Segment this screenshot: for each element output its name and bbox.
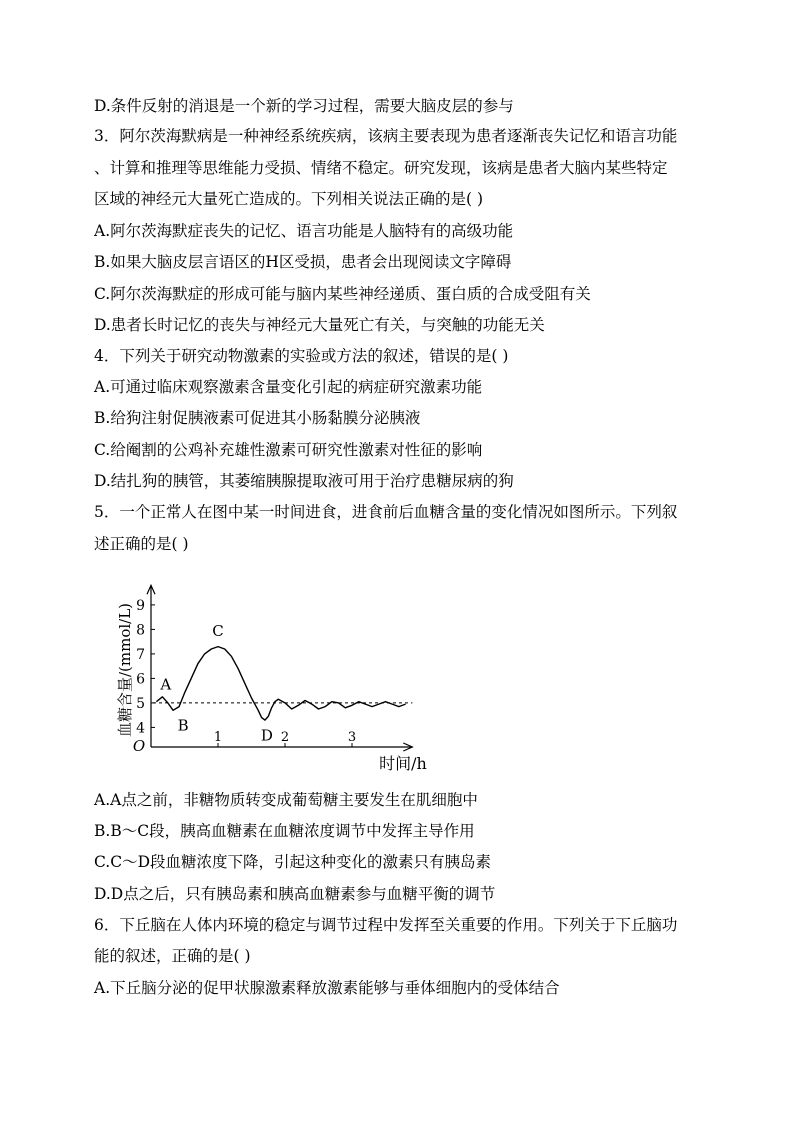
- text-line: 4．下列关于研究动物激素的实验或方法的叙述，错误的是( ): [94, 347, 509, 365]
- y-tick-label: 6: [136, 671, 145, 688]
- text-line: D.D点之后，只有胰岛素和胰高血糖素参与血糖平衡的调节: [94, 885, 496, 903]
- text-line: C.给阉割的公鸡补充雄性激素可研究性激素对性征的影响: [94, 441, 483, 459]
- text-line: D.患者长时记忆的丧失与神经元大量死亡有关，与突触的功能无关: [94, 316, 545, 334]
- y-tick-label: 9: [136, 597, 145, 614]
- text-line: B.B～C段，胰高血糖素在血糖浓度调节中发挥主导作用: [94, 822, 475, 840]
- text-line: 5．一个正常人在图中某一时间进食，进食前后血糖含量的变化情况如图所示。下列叙: [94, 503, 678, 521]
- x-tick-label: 1: [213, 730, 223, 745]
- text-line: D.条件反射的消退是一个新的学习过程，需要大脑皮层的参与: [94, 97, 514, 115]
- text-line: B.如果大脑皮层言语区的H区受损，患者会出现阅读文字障碍: [94, 253, 512, 271]
- blood-glucose-chart: [100, 562, 440, 780]
- origin-label: O: [132, 737, 146, 755]
- text-line: A.下丘脑分泌的促甲状腺激素释放激素能够与垂体细胞内的受体结合: [94, 979, 560, 997]
- glucose-curve: [156, 647, 405, 721]
- y-tick-label: 8: [136, 622, 145, 639]
- text-line: B.给狗注射促胰液素可促进其小肠黏膜分泌胰液: [94, 409, 421, 427]
- y-tick-label: 7: [136, 646, 145, 663]
- point-label-b: B: [177, 716, 189, 735]
- text-line: A.A点之前，非糖物质转变成葡萄糖主要发生在肌细胞中: [94, 791, 478, 809]
- x-tick-label: 3: [347, 730, 357, 745]
- text-line: C.阿尔茨海默症的形成可能与脑内某些神经递质、蛋白质的合成受阻有关: [94, 285, 591, 303]
- text-line: 、计算和推理等思维能力受损、情绪不稳定。研究发现，该病是患者大脑内某些特定: [94, 159, 668, 177]
- text-line: A.阿尔茨海默症丧失的记忆、语言功能是人脑特有的高级功能: [94, 222, 514, 240]
- point-label-d: D: [260, 726, 273, 745]
- text-line: 3．阿尔茨海默病是一种神经系统疾病，该病主要表现为患者逐渐丧失记忆和语言功能: [94, 127, 678, 145]
- text-line: 6．下丘脑在人体内环境的稳定与调节过程中发挥至关重要的作用。下列关于下丘脑功: [94, 916, 678, 934]
- text-line: C.C～D段血糖浓度下降，引起这种变化的激素只有胰岛素: [94, 853, 492, 871]
- x-tick-label: 2: [280, 730, 290, 745]
- point-label-c: C: [212, 622, 224, 641]
- x-axis-label: 时间/h: [379, 754, 427, 773]
- text-line: 区域的神经元大量死亡造成的。下列相关说法正确的是( ): [94, 190, 484, 208]
- y-tick-label: 5: [136, 695, 145, 712]
- text-line: 能的叙述，正确的是( ): [94, 947, 251, 965]
- text-line: D.结扎狗的胰管，其萎缩胰腺提取液可用于治疗患糖尿病的狗: [94, 472, 514, 490]
- y-tick-label: 4: [136, 720, 145, 737]
- point-label-a: A: [160, 675, 172, 694]
- text-line: A.可通过临床观察激素含量变化引起的病症研究激素功能: [94, 378, 483, 396]
- text-line: 述正确的是( ): [94, 535, 189, 553]
- y-axis-label: 血糖含量/(mmol/L): [116, 602, 134, 738]
